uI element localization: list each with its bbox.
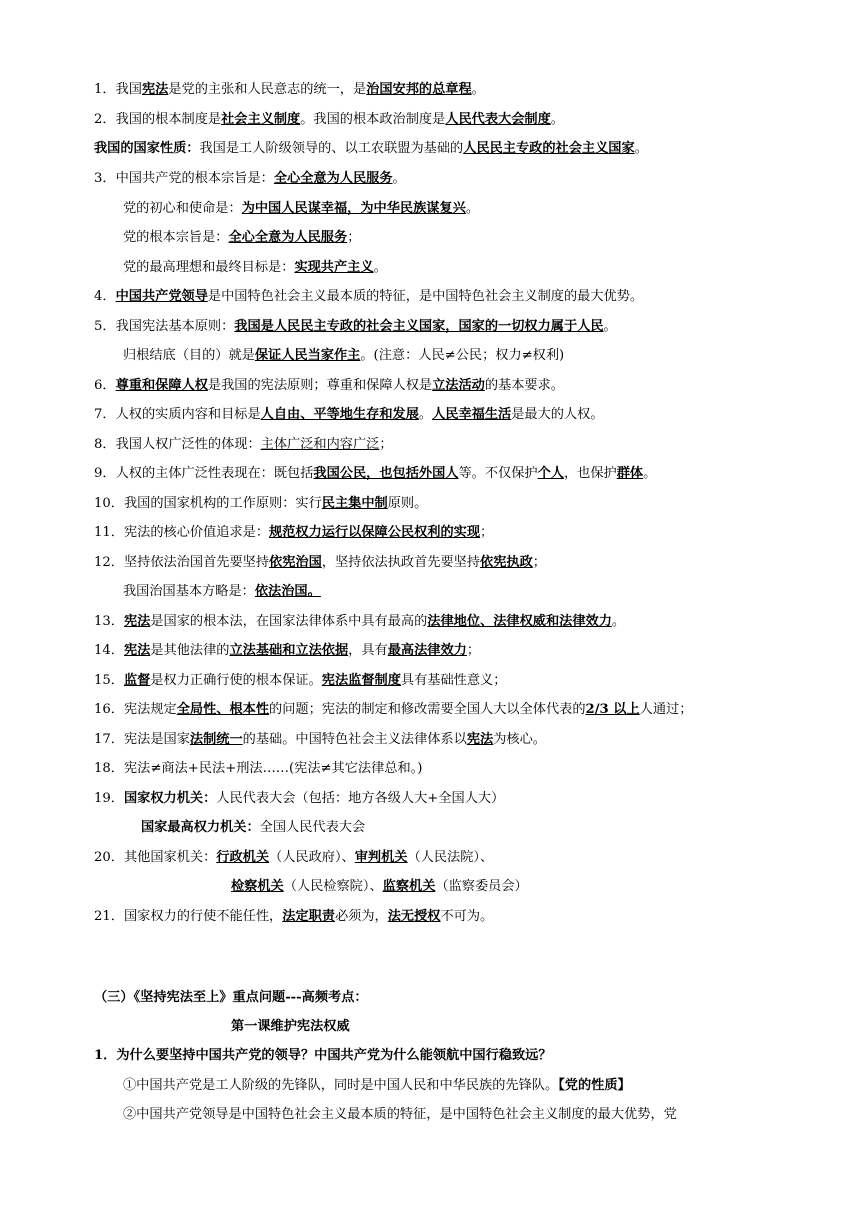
text-segment: 宪法 bbox=[123, 643, 151, 658]
text-segment: 18．宪法≠商法+民法+刑法……(宪法≠其它法律总和。) bbox=[94, 761, 423, 776]
text-segment: 的基本要求。 bbox=[484, 378, 564, 393]
text-segment: 1．为什么要坚持中国共产党的领导？中国共产党为什么能领航中国行稳致远？ bbox=[94, 1048, 552, 1063]
text-segment: 法定职责 bbox=[282, 909, 335, 924]
text-segment: 法无授权 bbox=[387, 909, 441, 924]
text-segment: 是最大的人权。 bbox=[511, 407, 604, 422]
text-segment: 12．坚持依法治国首先要坚持 bbox=[94, 555, 270, 570]
text-segment: 。我国的根本政治制度是 bbox=[300, 112, 446, 127]
text-line-29 bbox=[94, 908, 493, 926]
text-line-27 bbox=[94, 849, 493, 867]
text-segment: 检察机关 bbox=[231, 879, 284, 894]
text-segment: 5．我国宪法基本原则： bbox=[94, 319, 235, 334]
text-line-14 bbox=[94, 465, 656, 483]
text-segment: 21．国家权力的行使不能任性， bbox=[94, 909, 283, 924]
text-segment: （人民法院）、 bbox=[407, 850, 494, 865]
text-segment: ； bbox=[532, 555, 546, 570]
text-segment: 监察机关 bbox=[382, 879, 436, 894]
text-segment: 行政机关 bbox=[216, 850, 270, 865]
text-segment: 立法活动 bbox=[432, 378, 485, 393]
text-segment: 人民代表大会制度 bbox=[445, 112, 551, 127]
text-segment: 全心全意为人民服务 bbox=[273, 171, 393, 186]
text-segment: 全局性、根本性 bbox=[176, 702, 270, 717]
text-line-12 bbox=[94, 406, 604, 424]
text-segment: 立法基础和立法依据 bbox=[229, 643, 349, 658]
text-segment: 。 bbox=[465, 201, 480, 216]
text-segment: 3．中国共产党的根本宗旨是： bbox=[94, 171, 274, 186]
text-segment: 最高法律效力 bbox=[387, 643, 467, 658]
text-line-2 bbox=[94, 111, 564, 129]
text-segment: 7．人权的实质内容和目标是 bbox=[94, 407, 261, 422]
text-line-28 bbox=[231, 878, 528, 896]
text-segment: 。 bbox=[603, 319, 617, 334]
text-segment: 我国治国基本方略是： bbox=[123, 584, 255, 599]
text-line-24 bbox=[94, 760, 422, 778]
text-segment: 必须为， bbox=[334, 909, 388, 924]
text-segment: 2/3 以上 bbox=[585, 702, 640, 717]
text-segment: ，也保护 bbox=[563, 466, 617, 481]
text-segment: （人民政府）、 bbox=[269, 850, 355, 865]
text-segment: 党的根本宗旨是： bbox=[123, 230, 229, 245]
text-line-9 bbox=[94, 318, 617, 336]
text-segment: ； bbox=[466, 643, 481, 658]
text-segment: 。 bbox=[550, 112, 564, 127]
text-segment: 16．宪法规定 bbox=[94, 702, 177, 717]
text-line-32 bbox=[94, 1047, 552, 1065]
text-line-13 bbox=[94, 436, 393, 454]
text-segment: 11．宪法的核心价值追求是： bbox=[94, 525, 270, 540]
text-segment: 14． bbox=[94, 643, 124, 658]
text-segment: ； bbox=[379, 437, 393, 452]
text-line-20 bbox=[94, 642, 480, 660]
text-segment: 。 bbox=[634, 141, 648, 156]
text-segment: 是我国的宪法原则；尊重和保障人权是 bbox=[207, 378, 433, 393]
text-segment: 全国人民代表大会 bbox=[259, 820, 366, 835]
text-segment: 10．我国的国家机构的工作原则：实行 bbox=[94, 496, 322, 511]
text-segment: 是其他法律的 bbox=[150, 643, 230, 658]
text-segment: 【党的性质】 bbox=[558, 1078, 631, 1093]
text-segment: 17．宪法是国家 bbox=[94, 732, 190, 747]
text-line-16 bbox=[94, 524, 493, 542]
text-segment: 全心全意为人民服务 bbox=[228, 230, 348, 245]
text-line-11 bbox=[94, 377, 564, 395]
text-segment: 的基础。中国特色社会主义法律体系以 bbox=[242, 732, 467, 747]
text-segment: 是党的主张和人民意志的统一，是 bbox=[168, 82, 367, 97]
text-segment: 中国共产党领导 bbox=[115, 289, 208, 304]
text-line-4 bbox=[94, 170, 406, 188]
text-line-17 bbox=[94, 554, 546, 572]
text-segment: 国家权力机关： bbox=[123, 791, 217, 806]
text-segment: （人民检察院）、 bbox=[283, 879, 383, 894]
text-segment: 宪法 bbox=[466, 732, 494, 747]
text-line-10 bbox=[123, 347, 564, 365]
text-segment: 监督 bbox=[123, 673, 151, 688]
text-segment: 。(注意：人民≠公民；权力≠权利) bbox=[360, 348, 565, 363]
text-segment: 人自由、平等地生存和发展 bbox=[260, 407, 419, 422]
text-line-22 bbox=[94, 701, 692, 719]
text-segment: 为核心。 bbox=[493, 732, 546, 747]
text-segment: 19． bbox=[94, 791, 124, 806]
text-segment: ，具有 bbox=[348, 643, 388, 658]
text-segment: 法制统一 bbox=[189, 732, 243, 747]
text-segment: 人民幸福生活 bbox=[432, 407, 512, 422]
text-segment: 规范权力运行以保障公民权利的实现 bbox=[269, 525, 481, 540]
text-line-5 bbox=[123, 200, 479, 218]
text-segment: 法律地位、法律权威和法律效力 bbox=[427, 614, 612, 629]
text-segment: 。 bbox=[643, 466, 657, 481]
text-segment: 依法治国。 bbox=[254, 584, 321, 599]
text-segment: ②中国共产党领导是中国特色社会主义最本质的特征，是中国特色社会主义制度的最大优势，党 bbox=[123, 1107, 677, 1122]
text-segment: 等。不仅保护 bbox=[458, 466, 538, 481]
text-line-34 bbox=[123, 1106, 677, 1124]
text-segment: 13． bbox=[94, 614, 124, 629]
text-segment: ； bbox=[347, 230, 361, 245]
text-segment: 8．我国人权广泛性的体现： bbox=[94, 437, 261, 452]
text-segment: 个人 bbox=[537, 466, 564, 481]
text-line-7 bbox=[123, 259, 387, 277]
text-segment: 治国安邦的总章程 bbox=[366, 82, 472, 97]
text-segment: 具有基础性意义； bbox=[400, 673, 507, 688]
text-line-33 bbox=[123, 1077, 631, 1095]
text-line-15 bbox=[94, 495, 427, 513]
text-segment: 。 bbox=[471, 82, 485, 97]
text-segment: 依宪治国 bbox=[269, 555, 322, 570]
text-segment: 宪法监督制度 bbox=[321, 673, 401, 688]
text-line-6 bbox=[123, 229, 360, 247]
text-segment: 。 bbox=[373, 260, 387, 275]
text-segment: 为中国人民谋幸福，为中华民族谋复兴 bbox=[241, 201, 466, 216]
text-segment: 宪法 bbox=[123, 614, 151, 629]
text-segment: 群体 bbox=[616, 466, 644, 481]
text-segment: 。 bbox=[611, 614, 626, 629]
text-segment: 我国是工人阶级领导的、以工农联盟为基础的 bbox=[199, 141, 464, 156]
text-line-8 bbox=[94, 288, 643, 306]
text-segment: 民主集中制 bbox=[321, 496, 388, 511]
text-line-18 bbox=[123, 583, 321, 601]
text-segment: 我国的国家性质： bbox=[94, 141, 200, 156]
text-segment: 党的初心和使命是： bbox=[123, 201, 242, 216]
text-line-26 bbox=[141, 819, 365, 837]
text-segment: 宪法 bbox=[141, 82, 169, 97]
text-segment: 我国是人民民主专政的社会主义国家，国家的一切权力属于人民 bbox=[234, 319, 604, 334]
text-line-31 bbox=[231, 1018, 350, 1036]
text-line-1 bbox=[94, 81, 485, 99]
text-line-19 bbox=[94, 613, 625, 631]
text-line-21 bbox=[94, 672, 506, 690]
text-segment: 依宪执政 bbox=[480, 555, 533, 570]
text-segment: 1．我国 bbox=[94, 82, 142, 97]
text-segment: 国家最高权力机关： bbox=[141, 820, 260, 835]
text-segment: 人通过； bbox=[639, 702, 693, 717]
text-segment: 社会主义制度 bbox=[221, 112, 301, 127]
text-line-25 bbox=[94, 790, 504, 808]
text-segment: 15． bbox=[94, 673, 124, 688]
text-segment: 人民代表大会（包括：地方各级人大+全国人大） bbox=[216, 791, 505, 806]
text-segment: 实现共产主义 bbox=[294, 260, 374, 275]
text-segment: 的问题；宪法的制定和修改需要全国人大以全体代表的 bbox=[269, 702, 586, 717]
text-segment: 尊重和保障人权 bbox=[115, 378, 208, 393]
text-segment: ； bbox=[480, 525, 494, 540]
text-segment: 6． bbox=[94, 378, 116, 393]
text-segment: 4． bbox=[94, 289, 116, 304]
text-segment: 人民民主专政的社会主义国家 bbox=[463, 141, 635, 156]
text-segment: 保证人民当家作主 bbox=[254, 348, 361, 363]
text-segment: （三）《坚持宪法至上》重点问题---高频考点： bbox=[94, 990, 368, 1005]
text-segment: 第一课维护宪法权威 bbox=[231, 1019, 350, 1034]
text-segment: 归根结底（目的）就是 bbox=[123, 348, 255, 363]
text-line-3 bbox=[94, 140, 648, 158]
text-segment: 9．人权的主体广泛性表现在：既包括 bbox=[94, 466, 314, 481]
text-segment: 20．其他国家机关： bbox=[94, 850, 217, 865]
text-segment: 。 bbox=[418, 407, 433, 422]
text-segment: 是国家的根本法，在国家法律体系中具有最高的 bbox=[150, 614, 428, 629]
text-segment: （监察委员会） bbox=[435, 879, 528, 894]
text-segment: 主体广泛和内容广泛 bbox=[260, 437, 380, 452]
text-segment: 我国公民，也包括外国人 bbox=[313, 466, 459, 481]
text-segment: ①中国共产党是工人阶级的先锋队，同时是中国人民和中华民族的先锋队。 bbox=[123, 1078, 559, 1093]
text-segment: 审判机关 bbox=[354, 850, 408, 865]
text-segment: 。 bbox=[392, 171, 406, 186]
text-segment: 原则。 bbox=[387, 496, 428, 511]
text-segment: 2．我国的根本制度是 bbox=[94, 112, 222, 127]
text-segment: 党的最高理想和最终目标是： bbox=[123, 260, 295, 275]
text-line-30 bbox=[94, 989, 368, 1007]
text-segment: 是权力正确行使的根本保证。 bbox=[150, 673, 322, 688]
text-segment: ，坚持依法执政首先要坚持 bbox=[321, 555, 481, 570]
text-line-23 bbox=[94, 731, 546, 749]
text-segment: 是中国特色社会主义最本质的特征，是中国特色社会主义制度的最大优势。 bbox=[207, 289, 644, 304]
text-segment: 不可为。 bbox=[440, 909, 494, 924]
